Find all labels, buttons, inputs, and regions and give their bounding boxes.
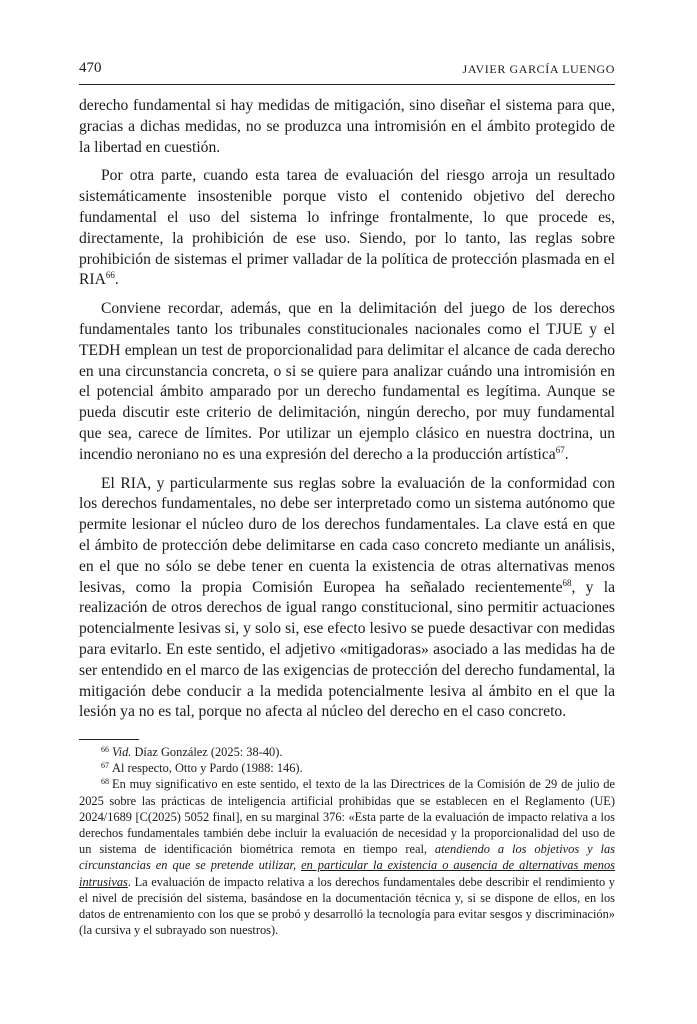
footnote-66 (79, 744, 615, 760)
footnotes (79, 744, 615, 938)
paragraph (79, 474, 615, 724)
footnote-text: Al respecto, Otto y Pardo (1988: 146). (112, 761, 303, 776)
paragraph (79, 166, 615, 291)
footnote-italic-underlined: en particular la existencia o ausencia de alternativas menos intrusivas (79, 858, 615, 889)
footnote-separator (79, 739, 139, 740)
footnote-number: 67 (101, 761, 109, 771)
paragraph-text: El RIA, y particularmente sus reglas sobre la evaluación de la conformidad con los derechos fundamentales, no debe ser interpretado como un sistema autónomo que permite lesionar el núcleo duro de los derechos fundamentales. La clave está en que el ámbito de protección debe delimitarse en cada caso concreto mediante un análisis, en el que no sólo se debe tener en cuenta la existencia de otras alternativas menos lesivas, como la propia Comisión Europea ha señalado recientemente (79, 474, 615, 596)
footnote-number: 66 (101, 745, 109, 754)
footnote-number: 68 (101, 777, 109, 787)
footnote-68 (79, 776, 615, 938)
running-head: JAVIER GARCÍA LUENGO (462, 62, 615, 76)
footnote-ref[interactable]: 67 (555, 444, 565, 455)
footnote-text: Díaz González (2025: 38-40). (131, 745, 283, 759)
paragraph (79, 96, 615, 158)
paragraph-text: Conviene recordar, además, que en la delimitación del juego de los derechos fundamentales tanto los tribunales constitucionales nacionales como el TJUE y el TEDH emplean un test de proporcionalidad para delimitar el alcance de cada derecho en una circunstancia concreta, o si se quiere para analizar cuándo una intromisión en el potencial ámbito amparado por un derecho fundamental es legítima. Aunque se pueda discutir este criterio de delimitación, ningún derecho, por muy fundamental que sea, carece de límites. Por utilizar un ejemplo clásico en nuestra doctrina, un incendio neroniano no es una expresión del derecho a la producción artística (79, 300, 615, 463)
paragraph (79, 299, 615, 465)
page-number: 470 (79, 60, 102, 76)
body-text (79, 96, 615, 731)
page-header (79, 56, 615, 85)
footnote-italic: Vid. (112, 745, 132, 759)
paragraph-text: . (114, 271, 119, 289)
footnote-text: . La evaluación de impacto relativa a los derechos fundamentales debe describir el rendimiento y el nivel de precisión del sistema, basándose en la documentación técnica y, si se dispone de ellos, en los datos de entrenamiento con los que se probó y desarrolló la tecnología para evitar sesgos y discriminación» (la cursiva y el subrayado son nuestros). (79, 874, 615, 938)
footnote-text: En muy significativo en este sentido, el texto de la las Directrices de la Comisión de 29 de julio de 2025 sobre las prácticas de inteligencia artificial prohibidas que se establecen en el Reglamento (UE) 2024/1689 [C(2025) 5052 final], en su marginal 376: «Esta parte de la evaluación de impacto relativa a los derechos fundamentales también debe incluir la evaluación de necesidad y la proporcionalidad del uso de un sistema de identificación biométrica remota en tiempo real, (79, 777, 615, 857)
paragraph-text: , y la realización de otros derechos de igual rango constitucional, sino permitir actuaciones potencialmente lesivas si, y solo si, ese efecto lesivo se puede desactivar con medidas para evitarlo. En este sentido, el adjetivo «mitigadoras» asociado a las medidas ha de ser entendido en el marco de las exigencias de protección del derecho fundamental, la mitigación debe conducir a la medida potencialmente lesiva al ámbito en el que la lesión ya no es tal, porque no afecta al núcleo del derecho en el caso concreto. (79, 578, 615, 721)
paragraph-text: . (564, 445, 569, 463)
footnote-ref[interactable]: 68 (562, 577, 572, 588)
paragraph-text: Por otra parte, cuando esta tarea de evaluación del riesgo arroja un resultado sistemáticamente insostenible porque visto el contenido objetivo del derecho fundamental el uso del sistema lo infringe frontalmente, lo que procede es, directamente, la prohibición de ese uso. Siendo, por lo tanto, las reglas sobre prohibición de sistemas el primer valladar de la política de protección plasmada en el RIA (79, 167, 615, 289)
paragraph-text: derecho fundamental si hay medidas de mitigación, sino diseñar el sistema para que, gracias a dichas medidas, no se produzca una intromisión en el ámbito protegido de la libertad en cuestión. (79, 97, 615, 156)
footnote-67 (79, 760, 615, 776)
footnote-italic: atendiendo a los objetivos y las circunstancias en que se pretende utilizar, (79, 842, 615, 873)
footnote-ref[interactable]: 66 (105, 270, 115, 281)
